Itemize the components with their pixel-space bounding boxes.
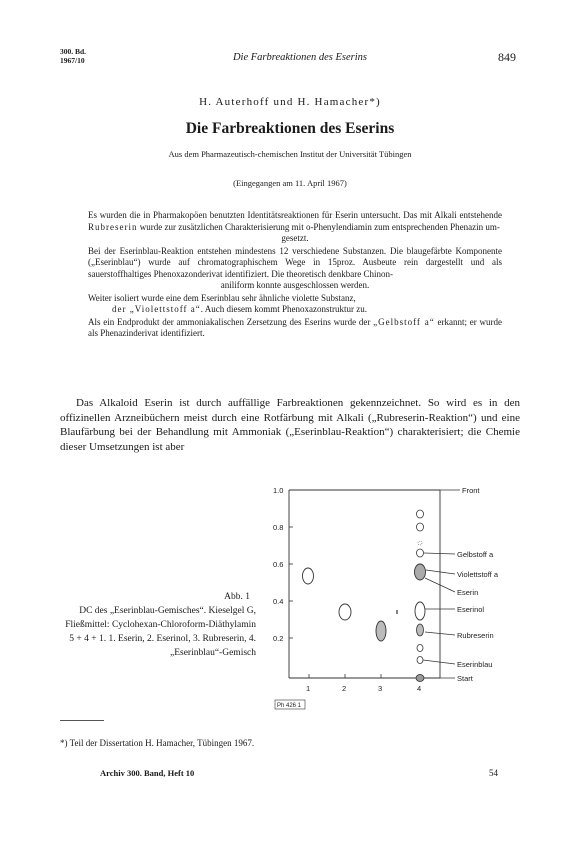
year-issue-line: 1967/10	[60, 55, 85, 65]
abstract-paragraph-1	[88, 210, 502, 245]
y-tick-label: 0.6	[273, 560, 284, 569]
abstract-paragraph-4	[88, 317, 502, 340]
running-title: Die Farbreaktionen des Eserins	[232, 52, 368, 63]
label-start: Start	[457, 674, 473, 683]
term-gelbstoff: „Gelbstoff a“	[373, 316, 435, 327]
label-gelbstoff: Gelbstoff a	[457, 550, 494, 559]
label-eserinblau: Eserinblau	[457, 660, 493, 669]
abstract-text: wurde zur zusätzlichen Charakterisierung mit o-Phenylendiamin zum entsprechenden Phenazin um-	[137, 221, 500, 232]
abstract-text: Es wurden die in Pharmakopöen benutzten Identitätsreaktionen für Eserin untersucht. Das mit Alkali entstehende	[88, 210, 502, 220]
abstract-text: erkannt; er wurde als Phenazinderivat identifiziert.	[88, 316, 502, 338]
x-tick-label: 2	[342, 684, 347, 693]
abstract-text: aniliform konnte ausgeschlossen werden.	[220, 280, 370, 290]
y-tick-label: 0.4	[273, 597, 284, 606]
caption-label: Abb. 1	[224, 592, 250, 602]
spot-violettstoff	[415, 564, 426, 580]
tlc-diagram	[255, 478, 530, 718]
label-violettstoff: Violettstoff a	[457, 570, 499, 579]
spot-rubreserin	[376, 621, 386, 641]
signature-mark: 54	[489, 768, 498, 778]
body-text	[60, 396, 520, 454]
spot-eserinol	[339, 604, 351, 620]
footnote-rule	[60, 720, 104, 721]
y-tick-label: 0.2	[273, 634, 284, 643]
authors: H. Auterhoff und H. Hamacher*)	[199, 96, 381, 108]
label-lines	[423, 490, 460, 678]
abstract-text: Weiter isoliert wurde eine dem Eserinblau sehr ähnliche violette Substanz,	[88, 292, 356, 303]
footnote: *) Teil der Dissertation H. Hamacher, Tübingen 1967.	[60, 738, 255, 748]
abstract-text: Bei der Eserinblau-Reaktion entstehen mindestens 12 verschiedene Substanzen. Die blaugefärbte Komponente („Eserinblau“) wurde auf chromatographischem Wege in 15proz. Ausbeute rein dargestellt und als sauerstoffhaltiges Phenoxazonderivat identifiziert. Die theoretisch denkbare Chinon-	[88, 245, 502, 279]
caption-text: DC des „Eserinblau-Gemisches“. Kieselgel G, Fließmittel: Cyclohexan-Chloroform-Diäthylamin 5 + 4 + 1. 1. Eserin, 2. Eserinol, 3. Rubreserin, 4. „Eserinblau“-Gemisch	[65, 606, 256, 658]
x-tick-label: 1	[306, 684, 311, 693]
label-rubreserin: Rubreserin	[457, 631, 494, 640]
spot-rubreserin-4	[417, 624, 424, 636]
spot-eserinol-4	[415, 602, 425, 620]
x-tick-label: 4	[417, 684, 422, 693]
spot-lane-1	[303, 568, 314, 584]
spot-gelbstoff	[417, 549, 424, 557]
received-date: (Eingegangen am 11. April 1967)	[233, 178, 347, 188]
term-rubreserin: Rubreserin	[88, 221, 138, 232]
label-eserin: Eserin	[457, 588, 479, 597]
abstract-paragraph-3	[88, 293, 502, 316]
institute: Aus dem Pharmazeutisch-chemischen Institut der Universität Tübingen	[168, 149, 412, 159]
abstract-text: . Auch diesem kommt Phenoxazonstruktur zu.	[200, 304, 367, 314]
spot-eserinblau	[417, 657, 423, 664]
figure-caption	[60, 590, 256, 660]
spot-lane-3	[376, 610, 397, 641]
tlc-figure	[255, 478, 530, 718]
x-tick-label: 3	[378, 684, 383, 693]
y-tick-label: 1.0	[273, 486, 284, 495]
spot-lane-2	[339, 604, 351, 620]
x-axis-ticks	[306, 674, 421, 693]
volume-line: 300. Bd.	[60, 47, 87, 56]
label-eserinol: Eserinol	[457, 605, 485, 614]
abstract-text: Als ein Endprodukt der ammoniakalischen Zersetzung des Eserins wurde der	[88, 316, 374, 327]
label-front: Front	[462, 486, 480, 495]
abstract-text: gesetzt.	[281, 233, 309, 243]
abstract-paragraph-2	[88, 246, 502, 292]
page-number: 849	[498, 50, 516, 64]
volume-info	[60, 48, 86, 65]
spot-eserin	[303, 568, 314, 584]
article-title: Die Farbreaktionen des Eserins	[185, 120, 395, 137]
abstract	[88, 210, 502, 340]
plate-id: Ph 426 1	[277, 703, 302, 709]
y-tick-label: 0.8	[273, 523, 284, 532]
body-paragraph: Das Alkaloid Eserin ist durch auffällige Farbreaktionen gekennzeichnet. So wird es in den offizinellen Arzneibüchern meist durch eine Rotfärbung mit Alkali („Rubreserin-Reaktion“) und eine Blaufärbung bei der Behandlung mit Ammoniak („Eserinblau-Reaktion“) charakterisiert; die Chemie dieser Umsetzungen ist aber	[60, 397, 520, 453]
y-axis-ticks	[273, 486, 293, 643]
spot-lane-4	[415, 510, 426, 682]
term-violettstoff: der „Violettstoff a“	[112, 304, 201, 314]
spot-start	[416, 675, 424, 682]
journal-footer: Archiv 300. Band, Heft 10	[100, 768, 195, 778]
